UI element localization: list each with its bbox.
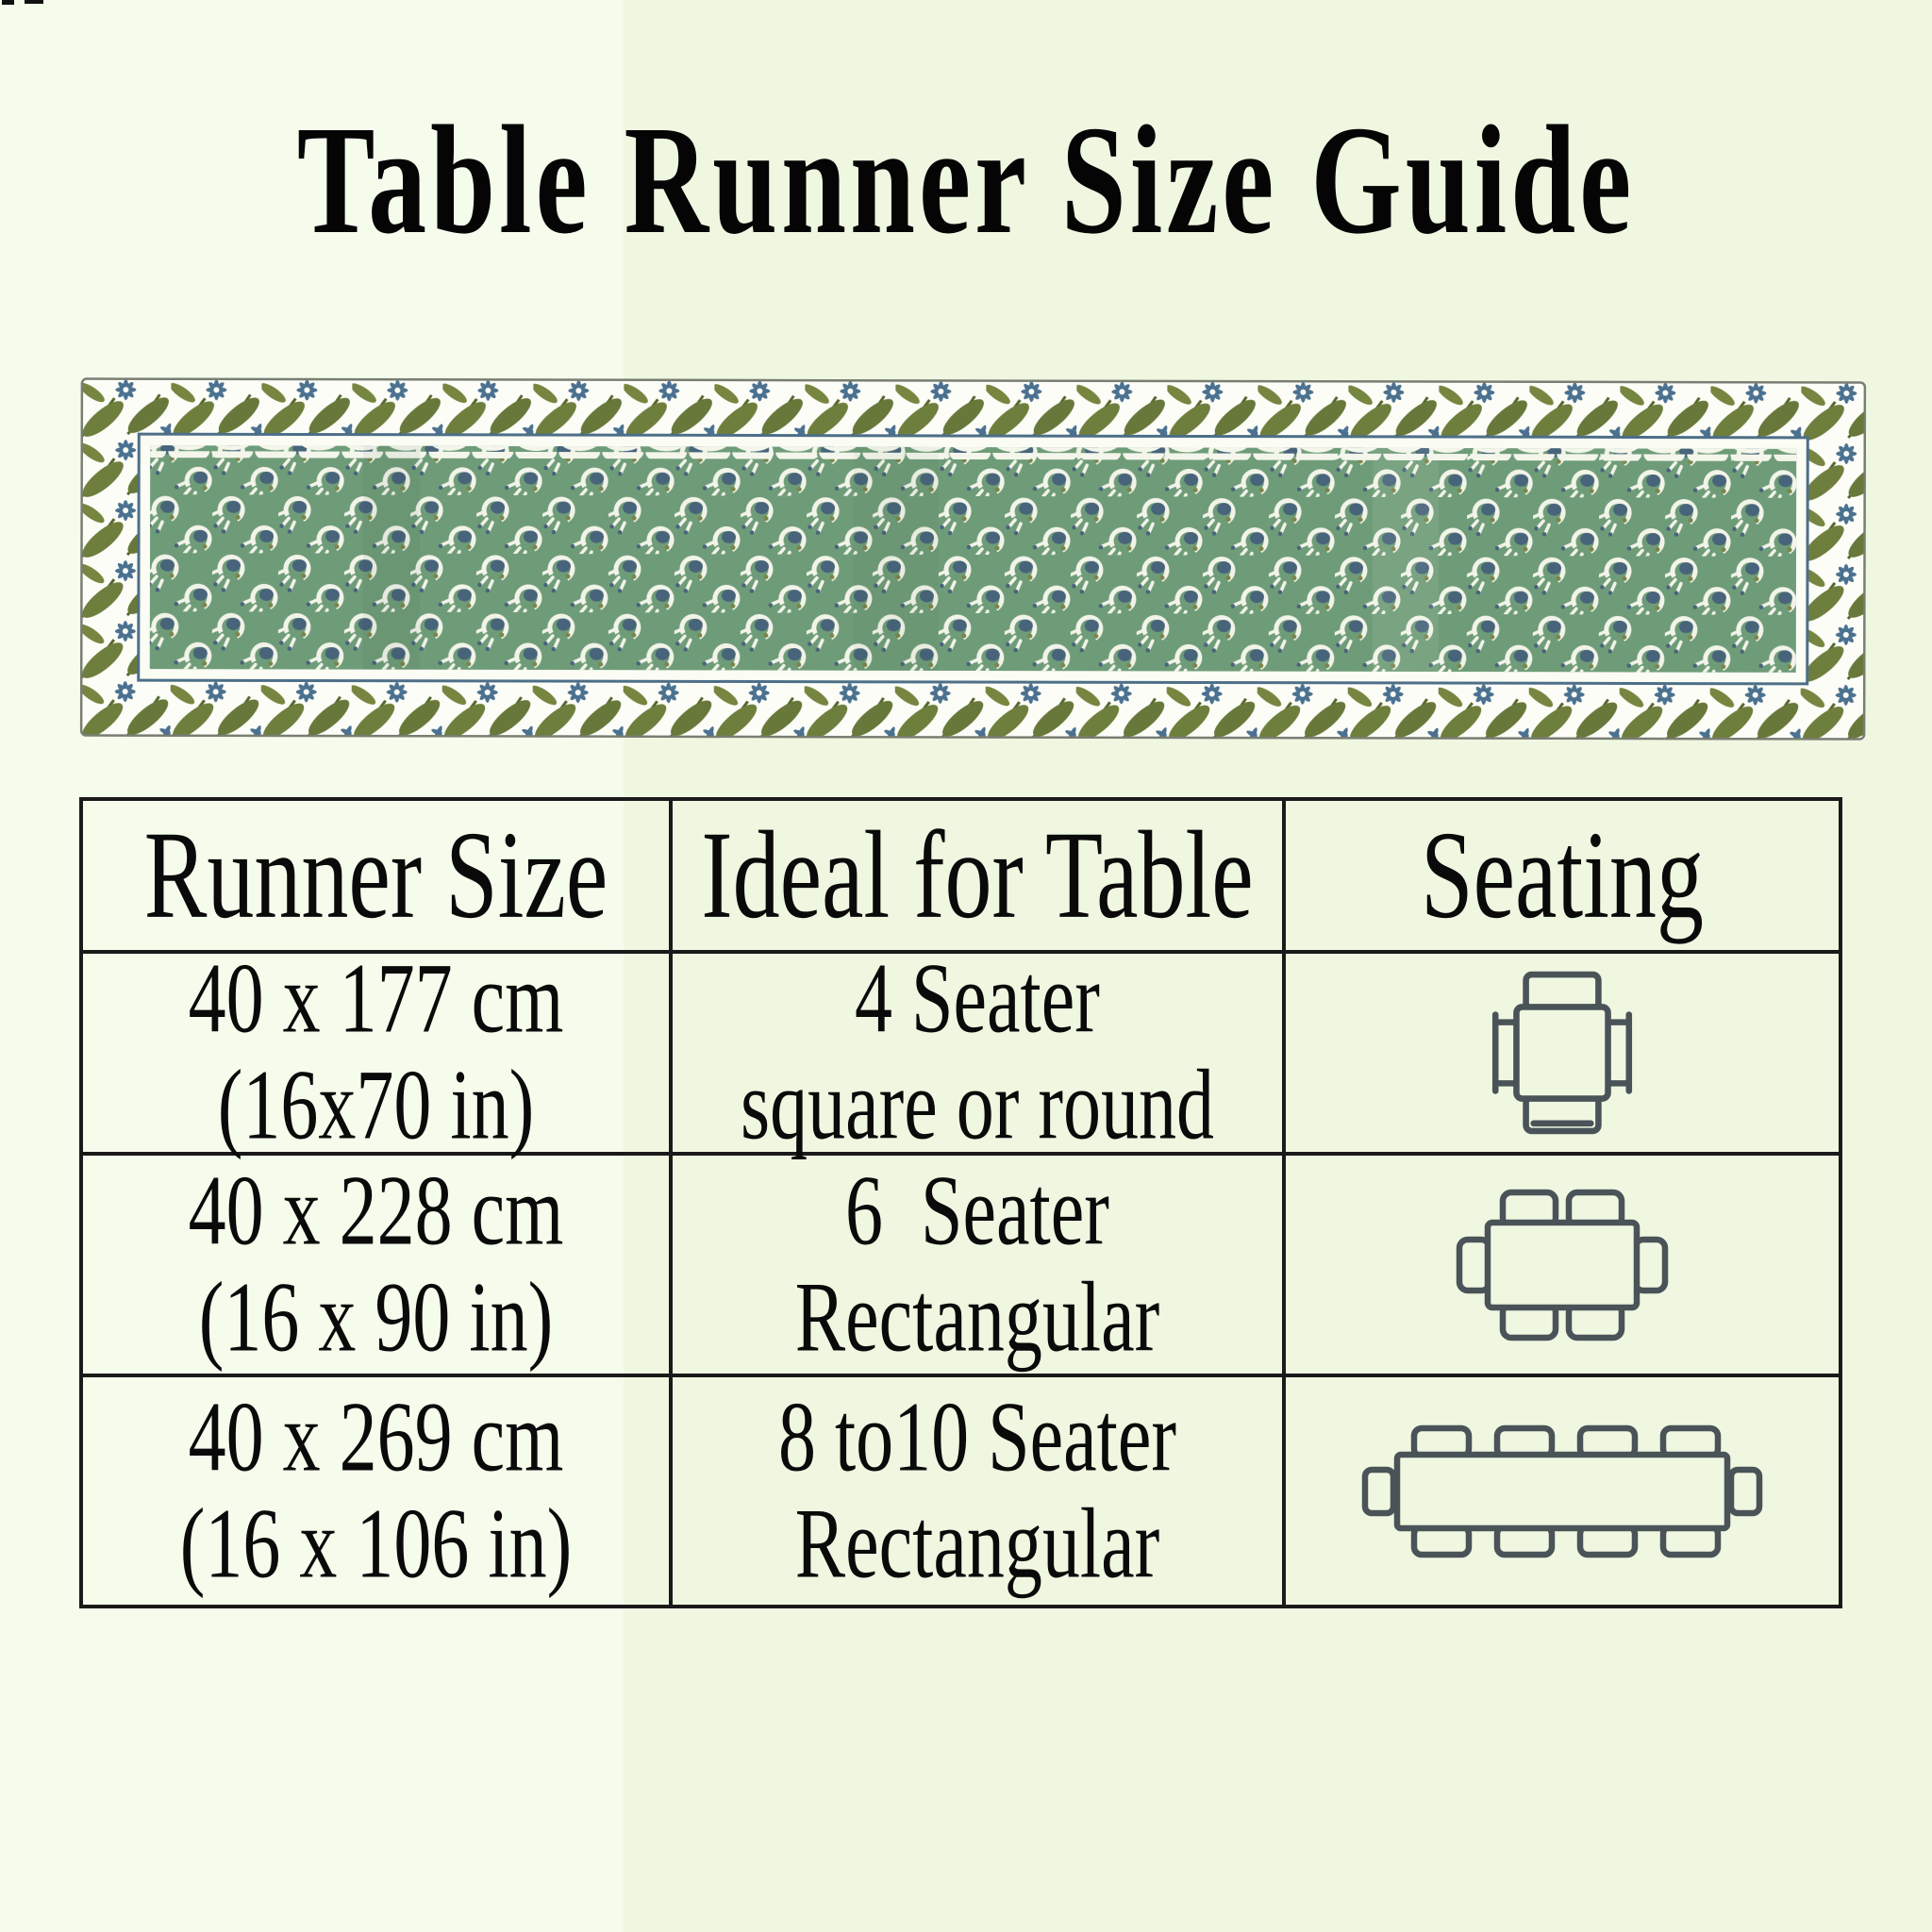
runner-fabric-graphic [80, 377, 1867, 741]
ideal-line-1: 8 to10 Seater [777, 1382, 1177, 1493]
runner-size-cell [83, 1156, 673, 1377]
runner-size-cell [83, 1377, 673, 1605]
size-cm: 40 x 269 cm [188, 1382, 564, 1493]
chair-left [1365, 1470, 1393, 1513]
table-runner-photo [80, 377, 1867, 741]
size-cm: 40 x 177 cm [188, 943, 564, 1055]
ideal-line-1: 4 Seater [855, 943, 1100, 1055]
header-runner-size [83, 801, 673, 954]
ideal-line-2: Rectangular [794, 1261, 1160, 1373]
ideal-table-cell [673, 943, 1286, 1161]
header-runner-size-label: Runner Size [143, 805, 608, 945]
ideal-line-2: Rectangular [794, 1488, 1160, 1599]
size-cm: 40 x 228 cm [188, 1156, 564, 1267]
table-top [1397, 1455, 1727, 1528]
ideal-line-1: 6 Seater [845, 1156, 1109, 1267]
chair-right [1731, 1470, 1759, 1513]
table-6-seater-icon [1454, 1185, 1671, 1345]
ideal-table-cell [673, 1377, 1286, 1605]
size-in: (16 x 90 in) [198, 1261, 554, 1373]
corner-artifact [25, 0, 43, 4]
ideal-line-2: square or round [740, 1050, 1215, 1161]
table-top [1516, 1007, 1607, 1098]
table-8-10-seater-icon [1359, 1421, 1765, 1562]
header-seating [1286, 801, 1839, 954]
corner-artifact [2, 0, 14, 5]
seating-cell [1286, 1156, 1839, 1377]
header-ideal-for-table [673, 801, 1286, 954]
page-title: Table Runner Size Guide [296, 93, 1636, 266]
seating-cell [1286, 954, 1839, 1156]
table-4-seater-icon [1476, 967, 1648, 1139]
header-seating-label: Seating [1421, 805, 1704, 945]
size-table [79, 797, 1842, 1608]
table-top [1488, 1223, 1637, 1307]
chair-top [1526, 974, 1599, 1008]
seating-cell [1286, 1377, 1839, 1605]
header-ideal-for-table-label: Ideal for Table [701, 805, 1254, 945]
size-in: (16x70 in) [217, 1050, 535, 1161]
size-in: (16 x 106 in) [179, 1488, 573, 1599]
ideal-table-cell [673, 1156, 1286, 1377]
runner-size-cell [83, 943, 673, 1161]
